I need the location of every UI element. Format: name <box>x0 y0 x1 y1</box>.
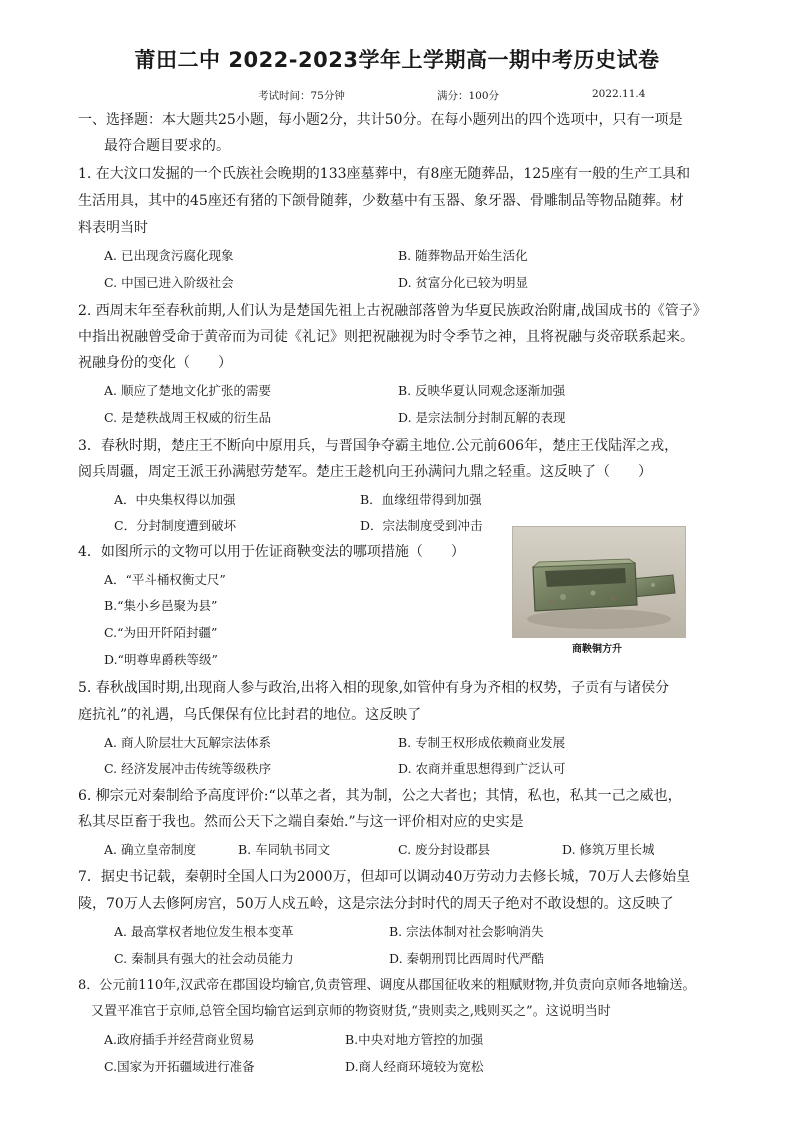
bronze-vessel-image <box>513 527 685 637</box>
q3-stem-line: 3．春秋时期，楚庄王不断向中原用兵，与晋国争夺霸主地位.公元前606年，楚庄王伐陆浑之戎， <box>78 438 679 454</box>
q2-option-a: A. 顺应了楚地文化扩张的需要 <box>104 383 271 398</box>
q8-stem-line: 又置平准官于京师,总管全国均输官运到京师的物资财货,“贵则卖之,贱则买之”。这说明当时 <box>91 1004 611 1019</box>
q1-stem-line: 料表明当时 <box>78 220 148 236</box>
q4-option-d: D.“明尊卑爵秩等级” <box>104 652 218 667</box>
q2-option-b: B. 反映华夏认同观念逐渐加强 <box>398 383 566 398</box>
q5-option-c: C. 经济发展冲击传统等级秩序 <box>104 761 272 776</box>
q5-option-d: D. 农商并重思想得到广泛认可 <box>398 761 566 776</box>
q6-stem-line: 私其尽臣畜于我也。然而公天下之端自秦始.”与这一评价相对应的史实是 <box>78 814 524 830</box>
q1-option-d: D. 贫富分化已较为明显 <box>398 275 529 290</box>
q1-option-a: A. 已出现贪污腐化现象 <box>104 248 234 263</box>
q6-option-c: C. 废分封设郡县 <box>398 842 491 857</box>
q5-stem-line: 5. 春秋战国时期,出现商人参与政治,出将入相的现象,如管仲有身为齐相的权势，子贡有与诸侯分 <box>78 680 670 696</box>
figure-caption: 商鞅铜方升 <box>572 644 622 655</box>
q2-option-c: C. 是楚秩战周王权威的衍生品 <box>104 410 272 425</box>
q5-stem-line: 庭抗礼”的礼遇，乌氏倮保有位比封君的地位。这反映了 <box>78 707 422 723</box>
exam-time: 考试时间：75分钟 <box>258 90 345 102</box>
q6-option-a: A. 确立皇帝制度 <box>104 842 196 857</box>
q4-option-a: A．“平斗桶权衡丈尺” <box>104 572 226 587</box>
q8-option-b: B.中央对地方管控的加强 <box>345 1032 484 1047</box>
q3-option-a: A．中央集权得以加强 <box>114 492 236 507</box>
q3-option-c: C．分封制度遭到破坏 <box>114 518 237 533</box>
q2-stem-line: 中指出祝融曾受命于黄帝而为司徒《礼记》则把祝融视为时令季节之神，且将祝融与炎帝联系起来。 <box>78 329 694 345</box>
q8-option-c: C.国家为开拓疆域进行准备 <box>104 1059 255 1074</box>
q3-stem-line: 阅兵周疆，周定王派王孙满慰劳楚军。楚庄王趁机向王孙满问九鼎之轻重。这反映了（ ） <box>78 464 652 480</box>
q1-option-c: C. 中国已进入阶级社会 <box>104 275 234 290</box>
q8-option-d: D.商人经商环境较为宽松 <box>345 1059 484 1074</box>
q4-stem-line: 4．如图所示的文物可以用于佐证商鞅变法的哪项措施（ ） <box>78 544 465 560</box>
q6-option-d: D. 修筑万里长城 <box>562 842 655 857</box>
q6-stem-line: 6. 柳宗元对秦制给予高度评价:“以革之者，其为制，公之大者也；其情，私也，私其一己之威也， <box>78 788 682 804</box>
q7-option-a: A. 最高掌权者地位发生根本变革 <box>114 924 294 939</box>
exam-score: 满分：100分 <box>437 90 500 102</box>
bronze-measure-photo <box>512 526 686 638</box>
q8-option-a: A.政府插手并经营商业贸易 <box>104 1032 255 1047</box>
q3-option-b: B．血缘纽带得到加强 <box>360 492 482 507</box>
q5-option-a: A. 商人阶层壮大瓦解宗法体系 <box>104 735 271 750</box>
q1-option-b: B. 随葬物品开始生活化 <box>398 248 528 263</box>
q8-stem-line: 8．公元前110年,汉武帝在郡国设均输官,负责管理、调度从郡国征收来的粗赋财物,并负责向京师各地输送。 <box>78 978 696 993</box>
q7-option-c: C. 秦制具有强大的社会动员能力 <box>114 951 294 966</box>
exam-date: 2022.11.4 <box>592 88 646 100</box>
q7-option-b: B. 宗法体制对社会影响消失 <box>389 924 544 939</box>
q4-option-b: B.“集小乡邑聚为县” <box>104 598 218 613</box>
q5-option-b: B. 专制王权形成依赖商业发展 <box>398 735 566 750</box>
q7-option-d: D. 秦朝刑罚比西周时代严酷 <box>389 951 545 966</box>
section-instruction-cont: 最符合题目要求的。 <box>104 138 230 154</box>
q6-option-b: B. 车同轨书同文 <box>238 842 331 857</box>
q3-option-d: D．宗法制度受到冲击 <box>360 518 483 533</box>
q2-stem-line: 祝融身份的变化（ ） <box>78 355 232 371</box>
q7-stem-line: 7．据史书记载，秦朝时全国人口为2000万，但却可以调动40万劳动力去修长城，70万人去修始皇 <box>78 869 691 885</box>
q4-option-c: C.“为田开阡陌封疆” <box>104 625 218 640</box>
exam-title: 莆田二中 2022-2023学年上学期高一期中考历史试卷 <box>134 48 660 72</box>
section-instruction: 一、选择题：本大题共25小题，每小题2分，共计50分。在每小题列出的四个选项中，只有一项是 <box>78 112 683 128</box>
q1-stem-line: 1. 在大汶口发掘的一个氏族社会晚期的133座墓葬中，有8座无随葬品，125座有一般的生产工具和 <box>78 166 691 182</box>
q7-stem-line: 陵，70万人去修阿房宫，50万人戍五岭，这是宗法分封时代的周天子绝对不敢设想的。这反映了 <box>78 896 674 912</box>
q1-stem-line: 生活用具，其中的45座还有猪的下颌骨随葬，少数墓中有玉器、象牙器、骨雕制品等物品随葬。材 <box>78 193 684 209</box>
q2-option-d: D. 是宗法制分封制瓦解的表现 <box>398 410 566 425</box>
q2-stem-line: 2. 西周末年至春秋前期,人们认为是楚国先祖上古祝融部落曾为华夏民族政治附庸,战国成书的《管子》 <box>78 303 707 319</box>
